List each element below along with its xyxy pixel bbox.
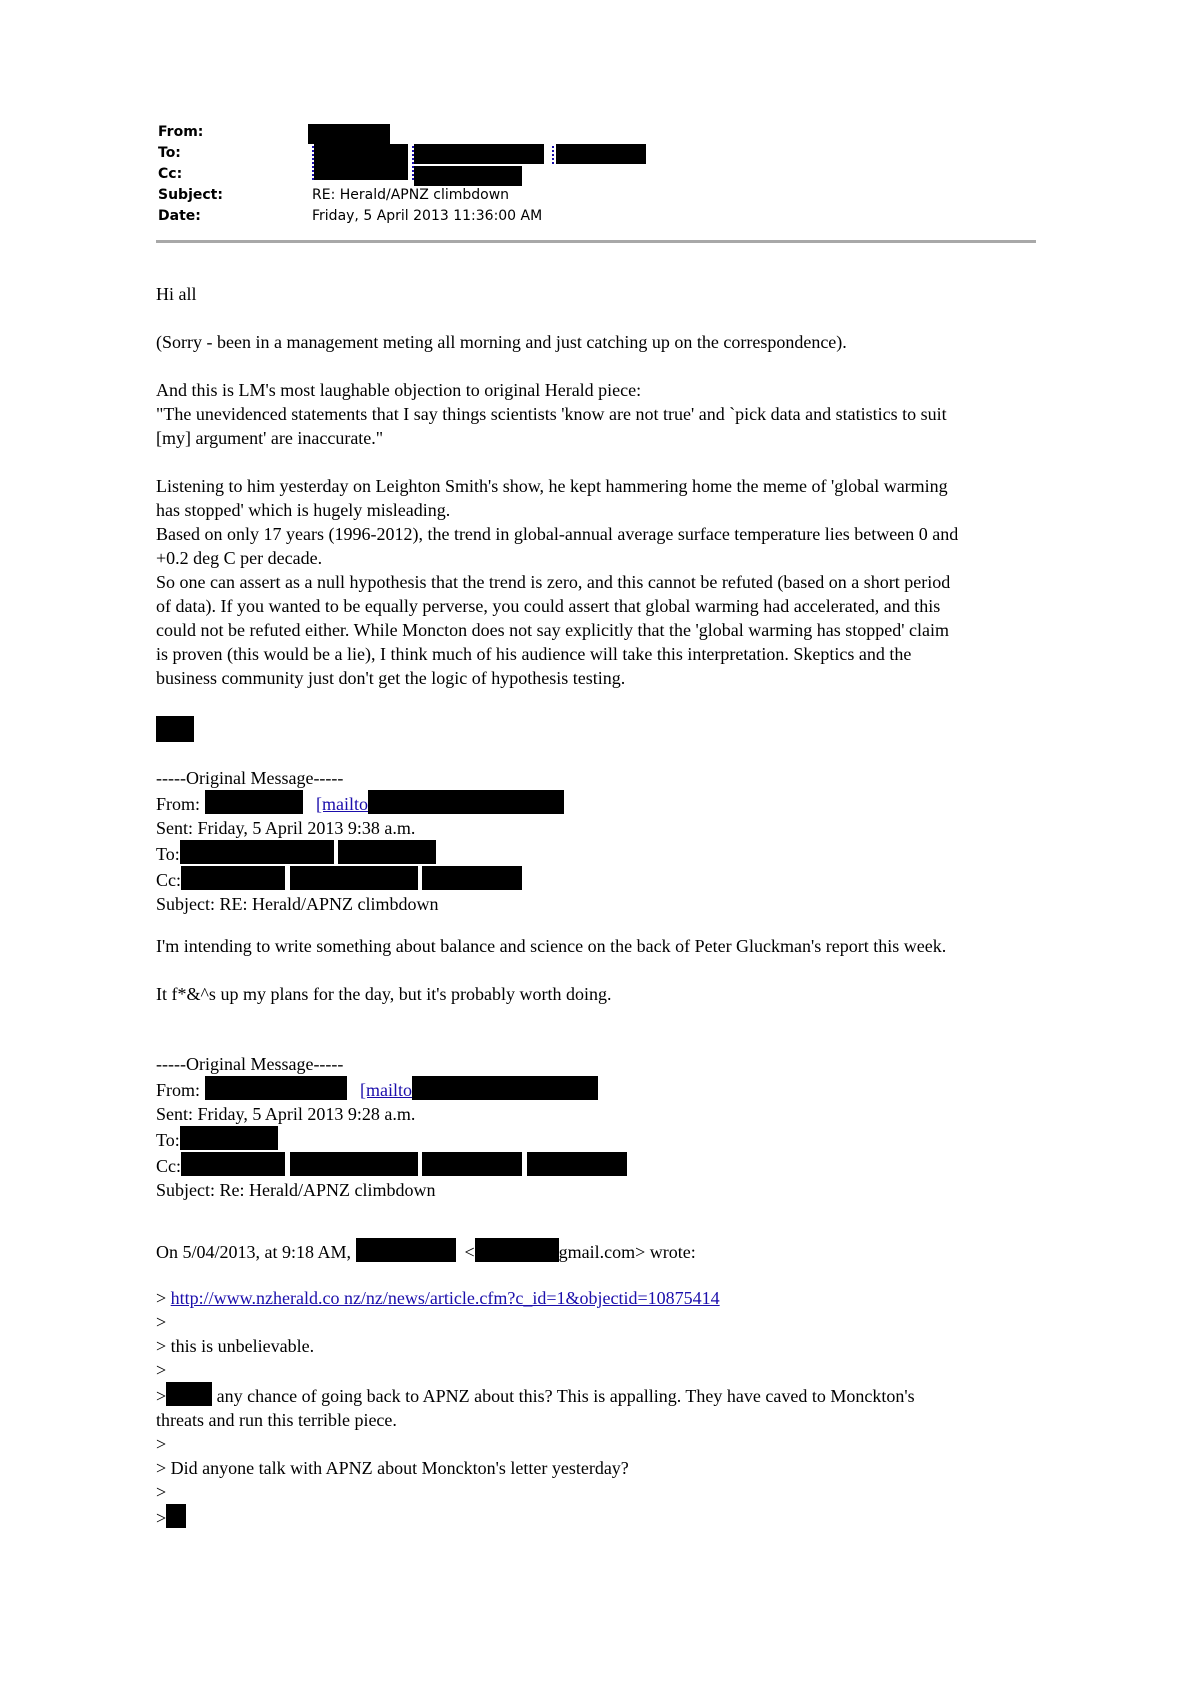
- quoted-chance-line: [156, 1382, 1036, 1408]
- header-divider: [156, 240, 1036, 243]
- original-message-2: [156, 1052, 1036, 1202]
- redacted-orig2-cc-2: [290, 1152, 418, 1176]
- orig1-body-2: [156, 982, 1036, 1006]
- paragraph-objection: [156, 378, 1036, 450]
- quote-marker-blank: >: [156, 1360, 167, 1380]
- quoted-link-line: [156, 1286, 1036, 1310]
- analysis-line-8: is proven (this would be a lie), I think much of his audience will take this interpretation. Skeptics and the: [156, 644, 912, 664]
- redacted-orig1-from: [205, 790, 303, 814]
- objection-line-1: And this is LM's most laughable objection to original Herald piece:: [156, 380, 642, 400]
- greeting: Hi all: [156, 284, 197, 304]
- original-message-marker: -----Original Message-----: [156, 1054, 344, 1074]
- redacted-sender-email: [475, 1238, 559, 1262]
- orig2-to-label: To:: [156, 1130, 180, 1150]
- redacted-from: [308, 124, 390, 144]
- quoted-chance-text-2: threats and run this terrible piece.: [156, 1410, 397, 1430]
- redacted-orig1-cc-3: [422, 866, 522, 890]
- quote-marker: >: [156, 1508, 167, 1528]
- date-value: Friday, 5 April 2013 11:36:00 AM: [312, 208, 543, 224]
- orig1-sent: Sent: Friday, 5 April 2013 9:38 a.m.: [156, 818, 416, 838]
- quoted-body: [156, 1286, 1036, 1530]
- orig1-line-1: I'm intending to write something about balance and science on the back of Peter Gluckman's report this week.: [156, 936, 947, 956]
- quote-marker-blank: >: [156, 1434, 167, 1454]
- attribution-lt: <: [464, 1242, 475, 1262]
- redacted-orig1-cc-1: [181, 866, 285, 890]
- analysis-line-4: +0.2 deg C per decade.: [156, 548, 323, 568]
- link-fragment: [312, 146, 316, 180]
- orig1-from-line: [156, 790, 1036, 816]
- quoted-chance-text: any chance of going back to APNZ about this? This is appalling. They have caved to Monckton's: [212, 1386, 915, 1406]
- redacted-orig2-cc-1: [181, 1152, 285, 1176]
- orig2-sent: Sent: Friday, 5 April 2013 9:28 a.m.: [156, 1104, 416, 1124]
- orig1-line-2: It f*&^s up my plans for the day, but it's probably worth doing.: [156, 984, 612, 1004]
- redacted-addressee: [166, 1382, 212, 1406]
- message-body: [156, 282, 1036, 306]
- quote-marker-blank: >: [156, 1482, 167, 1502]
- quoted-anyone-text: > Did anyone talk with APNZ about Monckton's letter yesterday?: [156, 1458, 629, 1478]
- orig1-subject: Subject: RE: Herald/APNZ climbdown: [156, 894, 439, 914]
- analysis-line-6: of data). If you wanted to be equally perverse, you could assert that global warming had accelerated, and this: [156, 596, 941, 616]
- redacted-orig2-cc-4: [527, 1152, 627, 1176]
- redacted-orig2-from: [205, 1076, 347, 1100]
- orig1-from-label: From:: [156, 794, 201, 814]
- objection-line-2: "The unevidenced statements that I say things scientists 'know are not true' and `pick data and statistics to suit: [156, 404, 947, 424]
- redacted-orig1-email: [368, 790, 564, 814]
- paragraph-apology: [156, 330, 1036, 354]
- orig1-cc-line: [156, 866, 1036, 892]
- quote-marker: >: [156, 1288, 171, 1308]
- quote-marker: >: [156, 1386, 167, 1406]
- subject-label: Subject:: [158, 187, 223, 203]
- orig2-cc-label: Cc:: [156, 1156, 181, 1176]
- cc-label: Cc:: [158, 166, 183, 182]
- redacted-orig2-email: [412, 1076, 598, 1100]
- orig1-mailto-link[interactable]: [mailto: [316, 794, 369, 814]
- analysis-line-1: Listening to him yesterday on Leighton Smith's show, he kept hammering home the meme of 'global warming: [156, 476, 948, 496]
- redacted-to-3: [556, 144, 646, 164]
- orig2-to-line: [156, 1126, 1036, 1152]
- redacted-sender-name: [356, 1238, 456, 1262]
- attribution-line: [156, 1238, 1036, 1264]
- link-fragment: [412, 146, 416, 180]
- analysis-line-9: business community just don't get the logic of hypothesis testing.: [156, 668, 626, 688]
- nzherald-article-link[interactable]: http://www.nzherald.co nz/nz/news/article.cfm?c_id=1&objectid=10875414: [170, 1288, 720, 1308]
- analysis-line-5: So one can assert as a null hypothesis that the trend is zero, and this cannot be refuted (based on a short period: [156, 572, 951, 592]
- apology-text: (Sorry - been in a management meting all morning and just catching up on the correspondence).: [156, 332, 847, 352]
- subject-value: RE: Herald/APNZ climbdown: [312, 187, 510, 203]
- redacted-orig1-to-2: [338, 840, 436, 864]
- orig2-mailto-link[interactable]: [mailto: [360, 1080, 413, 1100]
- redacted-orig2-to: [180, 1126, 278, 1150]
- orig2-from-line: [156, 1076, 1036, 1102]
- redacted-signature: [156, 716, 194, 742]
- quoted-signoff-line: [156, 1504, 1036, 1530]
- quoted-unbelievable: > this is unbelievable.: [156, 1336, 315, 1356]
- attribution-prefix: On 5/04/2013, at 9:18 AM,: [156, 1242, 352, 1262]
- orig1-to-line: [156, 840, 1036, 866]
- paragraph-analysis: [156, 474, 1036, 690]
- orig1-to-label: To:: [156, 844, 180, 864]
- date-label: Date:: [158, 208, 201, 224]
- redacted-to-1: [314, 144, 408, 180]
- quoted-attribution: [156, 1238, 1036, 1264]
- original-message-1: [156, 766, 1036, 916]
- link-fragment: [552, 146, 556, 164]
- original-message-marker: -----Original Message-----: [156, 768, 344, 788]
- redacted-signoff: [166, 1504, 186, 1528]
- redacted-orig2-cc-3: [422, 1152, 522, 1176]
- attribution-email-suffix: gmail.com> wrote:: [558, 1242, 696, 1262]
- redacted-orig1-cc-2: [290, 866, 418, 890]
- orig1-cc-label: Cc:: [156, 870, 181, 890]
- orig2-subject: Subject: Re: Herald/APNZ climbdown: [156, 1180, 436, 1200]
- orig2-cc-line: [156, 1152, 1036, 1178]
- orig2-from-label: From:: [156, 1080, 201, 1100]
- analysis-line-3: Based on only 17 years (1996-2012), the trend in global-annual average surface temperature lies between 0 and: [156, 524, 959, 544]
- to-label: To:: [158, 145, 181, 161]
- quote-marker-blank: >: [156, 1312, 167, 1332]
- redacted-to-2: [414, 144, 544, 164]
- redacted-orig1-to-1: [180, 840, 334, 864]
- from-label: From:: [158, 124, 204, 140]
- analysis-line-7: could not be refuted either. While Moncton does not say explicitly that the 'global warming has stopped' claim: [156, 620, 949, 640]
- analysis-line-2: has stopped' which is hugely misleading.: [156, 500, 451, 520]
- objection-line-3: [my] argument' are inaccurate.": [156, 428, 384, 448]
- redacted-cc-1: [414, 166, 522, 186]
- orig1-body: [156, 934, 1036, 958]
